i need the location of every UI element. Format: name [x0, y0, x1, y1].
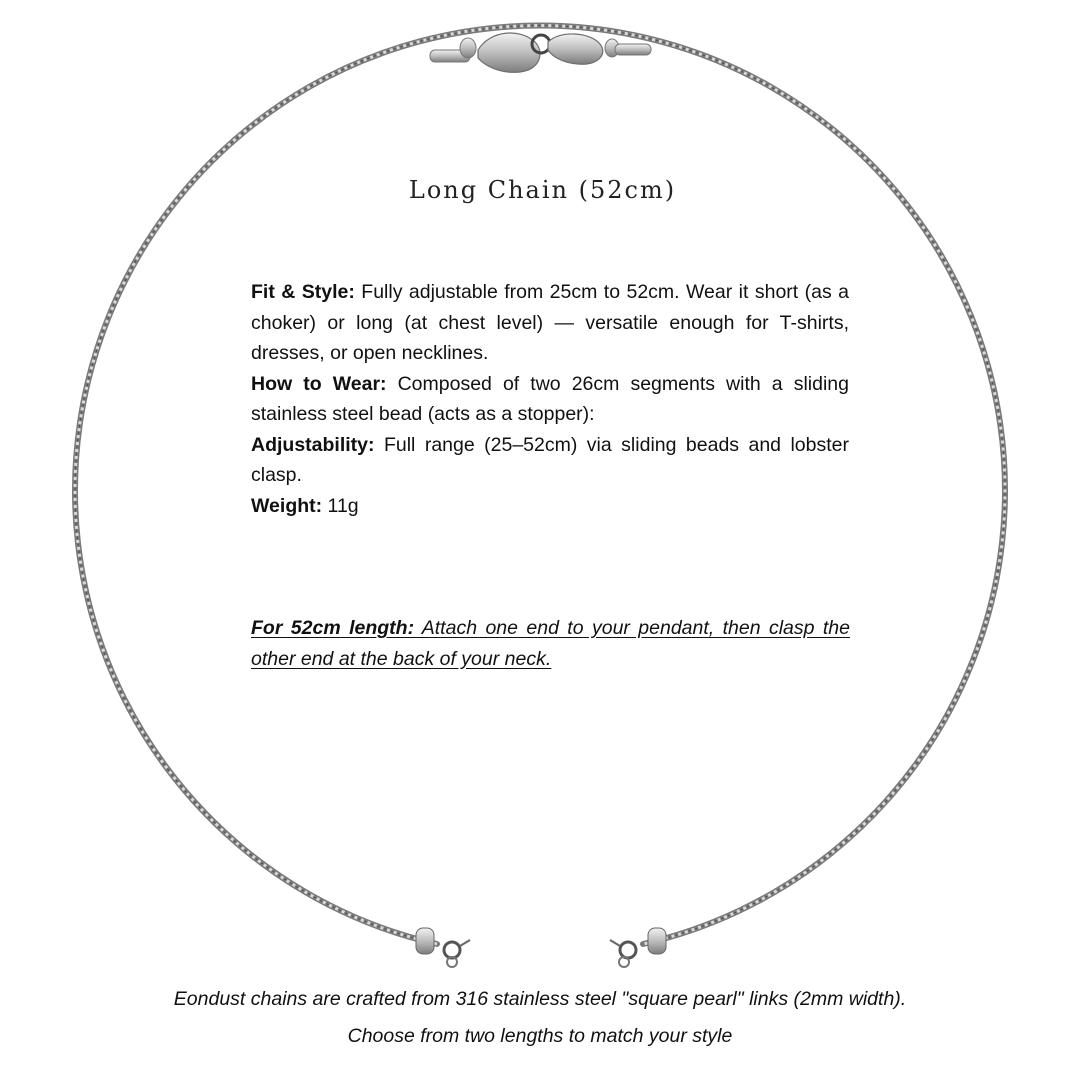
product-title: Long Chain (52cm)	[408, 176, 677, 204]
weight-label: Weight:	[251, 494, 323, 517]
left-bead-icon	[416, 928, 470, 967]
product-description	[251, 277, 849, 521]
weight-paragraph	[251, 491, 849, 522]
how-to-wear-paragraph	[251, 369, 849, 430]
how-to-wear-text: Composed of two 26cm segments with a sliding stainless steel bead (acts as a stopper):	[251, 372, 849, 425]
weight-text: 11g	[322, 494, 359, 517]
fit-style-paragraph	[251, 277, 849, 369]
fit-style-label: Fit & Style:	[251, 281, 355, 303]
length-note-underline	[251, 617, 850, 670]
adjustability-label: Adjustability:	[251, 433, 375, 456]
footer-material-line: Eondust chains are crafted from 316 stainless steel "square pearl" links (2mm width).	[173, 988, 907, 1010]
length-note-label: For 52cm length:	[251, 617, 415, 639]
fit-style-text: Fully adjustable from 25cm to 52cm. Wear it short (as a choker) or long (at chest level) — versatile enough for T-shirts, dresses, or open necklines.	[251, 281, 849, 364]
right-bead-icon	[610, 928, 666, 967]
adjustability-paragraph	[251, 430, 849, 491]
footer-lengths-line: Choose from two lengths to match your style	[347, 1025, 733, 1047]
length-note	[251, 613, 850, 674]
adjustability-text: Full range (25–52cm) via sliding beads and lobster clasp.	[251, 433, 849, 486]
length-note-text: Attach one end to your pendant, then clasp the other end at the back of your neck.	[251, 617, 850, 670]
lobster-clasp-icon	[430, 33, 651, 72]
how-to-wear-label: How to Wear:	[251, 372, 387, 395]
